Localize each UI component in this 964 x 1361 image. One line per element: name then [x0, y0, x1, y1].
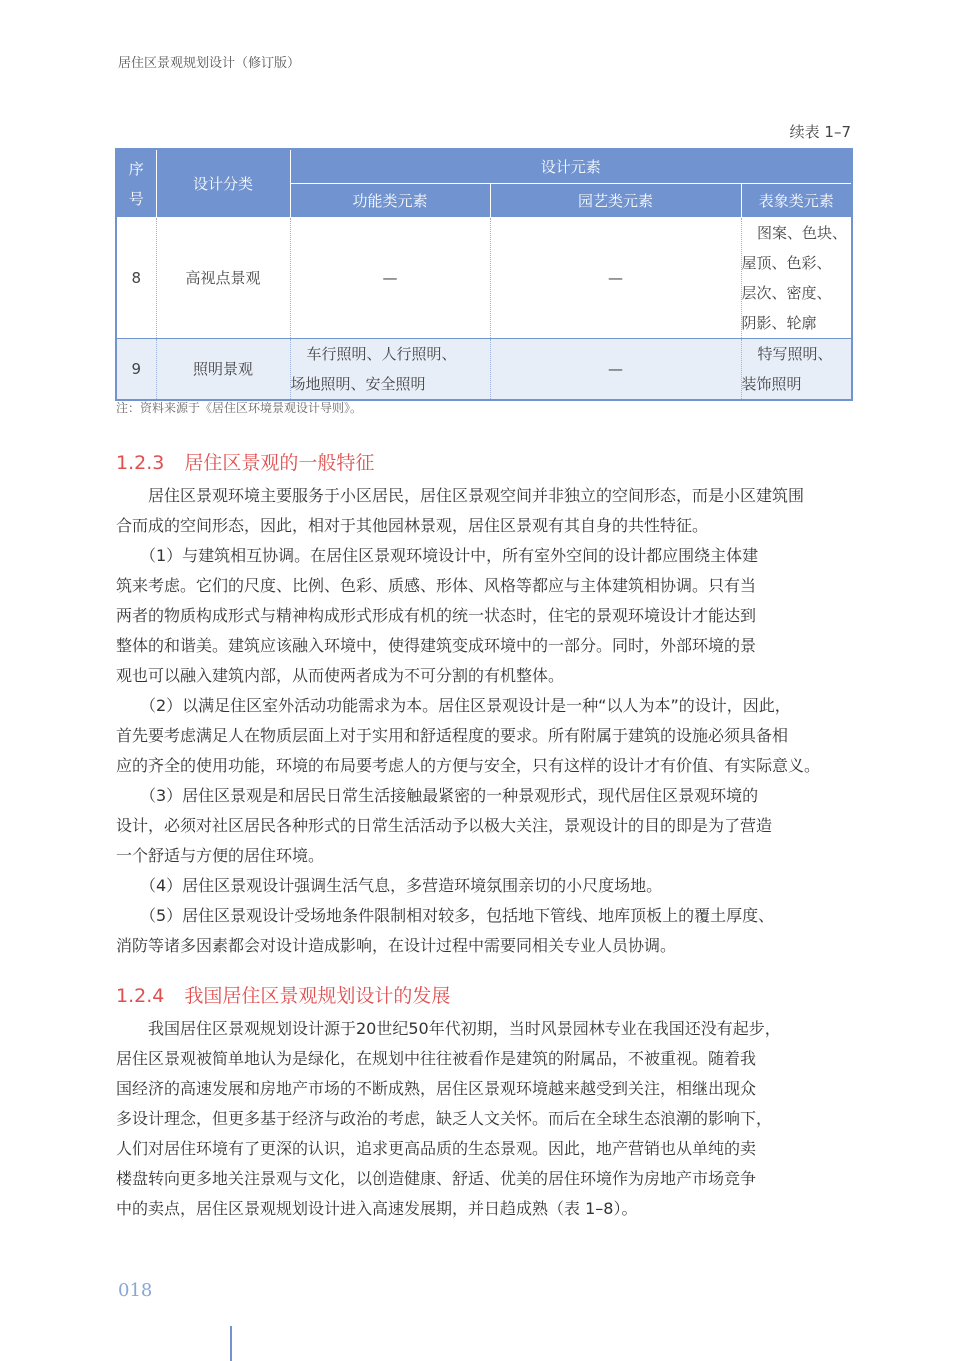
paragraph [116, 691, 850, 781]
cell-line: 图案、色块、 [757, 224, 848, 242]
cell-line: 屋顶、色彩、 [741, 254, 832, 272]
cell-line: 阴影、轮廓 [741, 314, 817, 332]
paragraph [116, 901, 850, 961]
cell-line: 装饰照明 [741, 375, 802, 393]
paragraph [116, 871, 850, 901]
cell-seq: 9 [116, 339, 156, 401]
text-line: 整体的和谐美。建筑应该融入环境中，使得建筑变成环境中的一部分。同时，外部环境的景 [116, 636, 757, 655]
header-functional: 功能类元素 [290, 184, 490, 218]
paragraph [116, 781, 850, 871]
text-line: 应的齐全的使用功能，环境的布局要考虑人的方便与安全，只有这样的设计才有价值、有实际意义。 [116, 756, 821, 775]
cell-functional: — [290, 218, 490, 339]
cell-seq: 8 [116, 218, 156, 339]
text-line: （2）以满足住区室外活动功能需求为本。居住区景观设计是一种“以人为本”的设计，因此， [116, 696, 791, 715]
paragraph [116, 481, 850, 541]
text-line: （4）居住区景观设计强调生活气息，多营造环境氛围亲切的小尺度场地。 [116, 876, 663, 895]
running-header: 居住区景观规划设计（修订版） [118, 56, 301, 71]
paragraph [116, 541, 850, 691]
text-line: （5）居住区景观设计受场地条件限制相对较多，包括地下管线、地库顶板上的覆土厚度、 [116, 906, 775, 925]
cell-imagery [741, 218, 852, 339]
section-number: 1.2.4 [116, 985, 165, 1007]
header-category: 设计分类 [156, 149, 290, 218]
cell-line: 车行照明、人行照明、 [306, 345, 457, 363]
cell-line: 特写照明、 [757, 345, 833, 363]
text-line: （3）居住区景观是和居民日常生活接触最紧密的一种景观形式，现代居住区景观环境的 [116, 786, 759, 805]
section-title: 我国居住区景观规划设计的发展 [184, 985, 451, 1007]
text-line: 楼盘转向更多地关注景观与文化，以创造健康、舒适、优美的居住环境作为房地产市场竞争 [116, 1169, 757, 1188]
text-line: 设计，必须对社区居民各种形式的日常生活活动予以极大关注，景观设计的目的即是为了营造 [116, 816, 773, 835]
paragraph [116, 1014, 850, 1224]
text-line: 一个舒适与方便的居住环境。 [116, 846, 325, 865]
table-caption: 续表 1–7 [789, 123, 851, 141]
page-number: 018 [118, 1280, 153, 1301]
cell-line: 层次、密度、 [741, 284, 832, 302]
table-row [116, 339, 852, 401]
text-line: 合而成的空间形态，因此，相对于其他园林景观，居住区景观有其自身的共性特征。 [116, 516, 709, 535]
cell-horticultural: — [490, 218, 741, 339]
section-title: 居住区景观的一般特征 [184, 452, 375, 474]
text-line: 国经济的高速发展和房地产市场的不断成熟，居住区景观环境越来越受到关注，相继出现众 [116, 1079, 757, 1098]
section-heading [116, 981, 470, 1008]
header-seq: 序号 [116, 149, 156, 218]
text-line: 首先要考虑满足人在物质层面上对于实用和舒适程度的要求。所有附属于建筑的设施必须具备相 [116, 726, 789, 745]
text-line: 两者的物质构成形式与精神构成形式形成有机的统一状态时，住宅的景观环境设计才能达到 [116, 606, 757, 625]
text-line: 观也可以融入建筑内部，从而使两者成为不可分割的有机整体。 [116, 666, 565, 685]
cell-imagery [741, 339, 852, 401]
header-horticultural: 园艺类元素 [490, 184, 741, 218]
cell-category: 照明景观 [156, 339, 290, 401]
header-imagery: 表象类元素 [741, 184, 852, 218]
text-line: 人们对居住环境有了更深的认识，追求更高品质的生态景观。因此，地产营销也从单纯的卖 [116, 1139, 757, 1158]
section-heading [116, 448, 394, 475]
text-line: 居住区景观环境主要服务于小区居民，居住区景观空间并非独立的空间形态，而是小区建筑围 [116, 486, 805, 505]
text-line: （1）与建筑相互协调。在居住区景观环境设计中，所有室外空间的设计都应围绕主体建 [116, 546, 759, 565]
design-elements-table [115, 148, 853, 401]
text-line: 居住区景观被简单地认为是绿化，在规划中往往被看作是建筑的附属品，不被重视。随着我 [116, 1049, 757, 1068]
text-line: 消防等诸多因素都会对设计造成影响，在设计过程中需要同相关专业人员协调。 [116, 936, 677, 955]
cell-functional [290, 339, 490, 401]
header-elements: 设计元素 [290, 149, 852, 184]
cell-horticultural: — [490, 339, 741, 401]
text-line: 筑来考虑。它们的尺度、比例、色彩、质感、形体、风格等都应与主体建筑相协调。只有当 [116, 576, 757, 595]
text-line: 中的卖点，居住区景观规划设计进入高速发展期，并日趋成熟（表 1–8）。 [116, 1199, 638, 1218]
table-note: 注：资料来源于《居住区环境景观设计导则》。 [116, 401, 363, 415]
text-line: 多设计理念，但更多基于经济与政治的考虑，缺乏人文关怀。而后在全球生态浪潮的影响下， [116, 1109, 773, 1128]
cell-category: 高视点景观 [156, 218, 290, 339]
table-row [116, 218, 852, 339]
cell-line: 场地照明、安全照明 [290, 375, 426, 393]
section-number: 1.2.3 [116, 452, 165, 474]
text-line: 我国居住区景观规划设计源于20世纪50年代初期，当时风景园林专业在我国还没有起步， [116, 1019, 781, 1038]
footer-rule [230, 1326, 232, 1361]
